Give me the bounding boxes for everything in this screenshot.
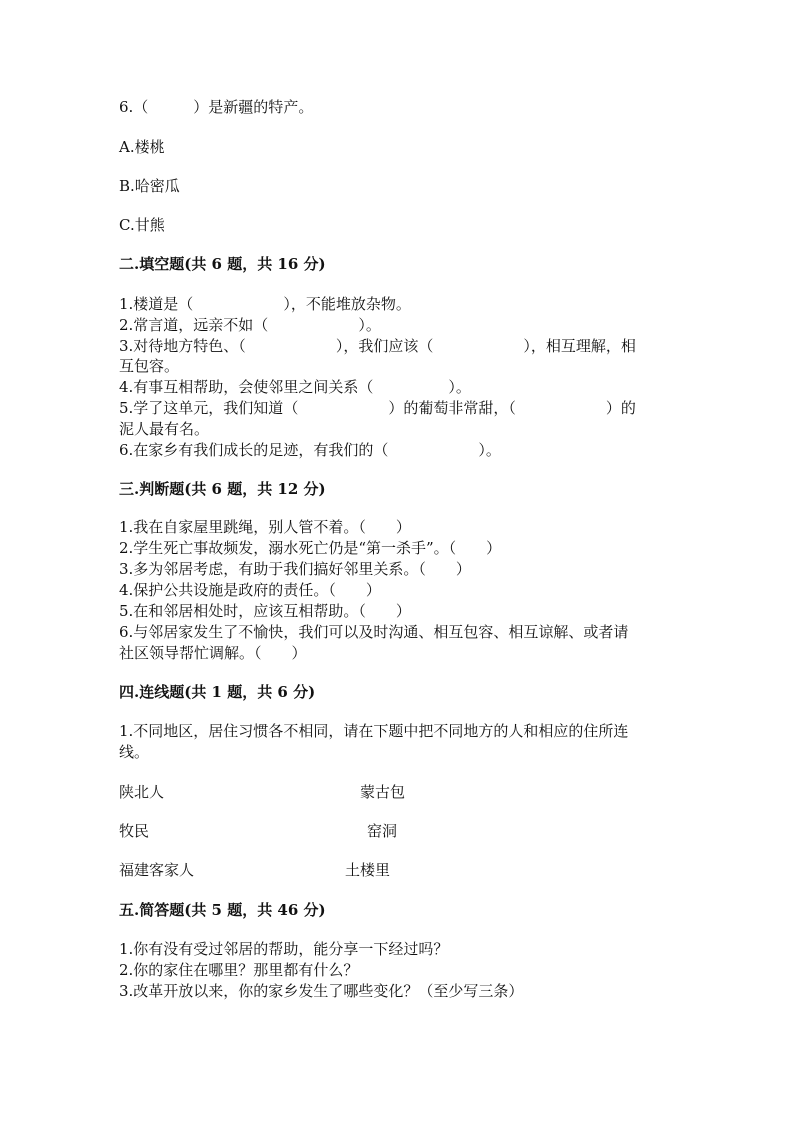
fill-line-4: 4.有事互相帮助，会使邻里之间关系（ ）。 xyxy=(119,378,471,396)
section-fill-heading: 二.填空题(共 6 题，共 16 分) xyxy=(119,255,326,273)
fill-line-3: 3.对待地方特色、（ ），我们应该（ ），相互理解，相 xyxy=(119,337,636,355)
q6-stem: 6.（ ）是新疆的特产。 xyxy=(119,98,314,116)
judge-line-1: 1.我在自家屋里跳绳，别人管不着。（ ） xyxy=(119,518,411,536)
fill-line-3b: 互包容。 xyxy=(119,357,180,375)
short-line-2: 2.你的家住在哪里？那里都有什么？ xyxy=(119,961,359,979)
judge-line-6: 6.与邻居家发生了不愉快，我们可以及时沟通、相互包容、相互谅解、或者请 xyxy=(119,623,629,641)
match-left-1: 陕北人 xyxy=(119,783,165,801)
fill-line-6: 6.在家乡有我们成长的足迹，有我们的（ ）。 xyxy=(119,441,501,459)
q6-option-a: A.楼桃 xyxy=(119,138,165,156)
judge-line-3: 3.多为邻居考虑，有助于我们搞好邻里关系。（ ） xyxy=(119,560,471,578)
match-stem-line-1: 1.不同地区，居住习惯各不相同，请在下题中把不同地方的人和相应的住所连 xyxy=(119,722,629,740)
section-match-heading: 四.连线题(共 1 题，共 6 分) xyxy=(119,683,316,701)
section-short-heading: 五.简答题(共 5 题，共 46 分) xyxy=(119,901,326,919)
judge-line-2: 2.学生死亡事故频发，溺水死亡仍是“第一杀手”。（ ） xyxy=(119,539,502,557)
judge-line-6b: 社区领导帮忙调解。（ ） xyxy=(119,644,307,662)
fill-line-1: 1.楼道是（ ），不能堆放杂物。 xyxy=(119,295,411,313)
match-stem-line-2: 线。 xyxy=(119,743,150,761)
q6-option-c: C.甘熊 xyxy=(119,216,165,234)
fill-line-5b: 泥人最有名。 xyxy=(119,420,210,438)
judge-line-5: 5.在和邻居相处时，应该互相帮助。（ ） xyxy=(119,602,411,620)
section-judge-heading: 三.判断题(共 6 题，共 12 分) xyxy=(119,480,326,498)
match-left-3: 福建客家人 xyxy=(119,861,195,879)
fill-line-5: 5.学了这单元，我们知道（ ）的葡萄非常甜，（ ）的 xyxy=(119,399,636,417)
q6-option-b: B.哈密瓜 xyxy=(119,177,180,195)
judge-line-4: 4.保护公共设施是政府的责任。（ ） xyxy=(119,581,381,599)
fill-line-2: 2.常言道，远亲不如（ ）。 xyxy=(119,316,381,334)
short-line-1: 1.你有没有受过邻居的帮助，能分享一下经过吗？ xyxy=(119,940,449,958)
match-right-2: 窑洞 xyxy=(367,822,398,840)
match-right-1: 蒙古包 xyxy=(360,783,406,801)
match-right-3: 土楼里 xyxy=(345,861,391,879)
match-left-2: 牧民 xyxy=(119,822,150,840)
short-line-3: 3.改革开放以来，你的家乡发生了哪些变化？（至少写三条） xyxy=(119,982,524,1000)
